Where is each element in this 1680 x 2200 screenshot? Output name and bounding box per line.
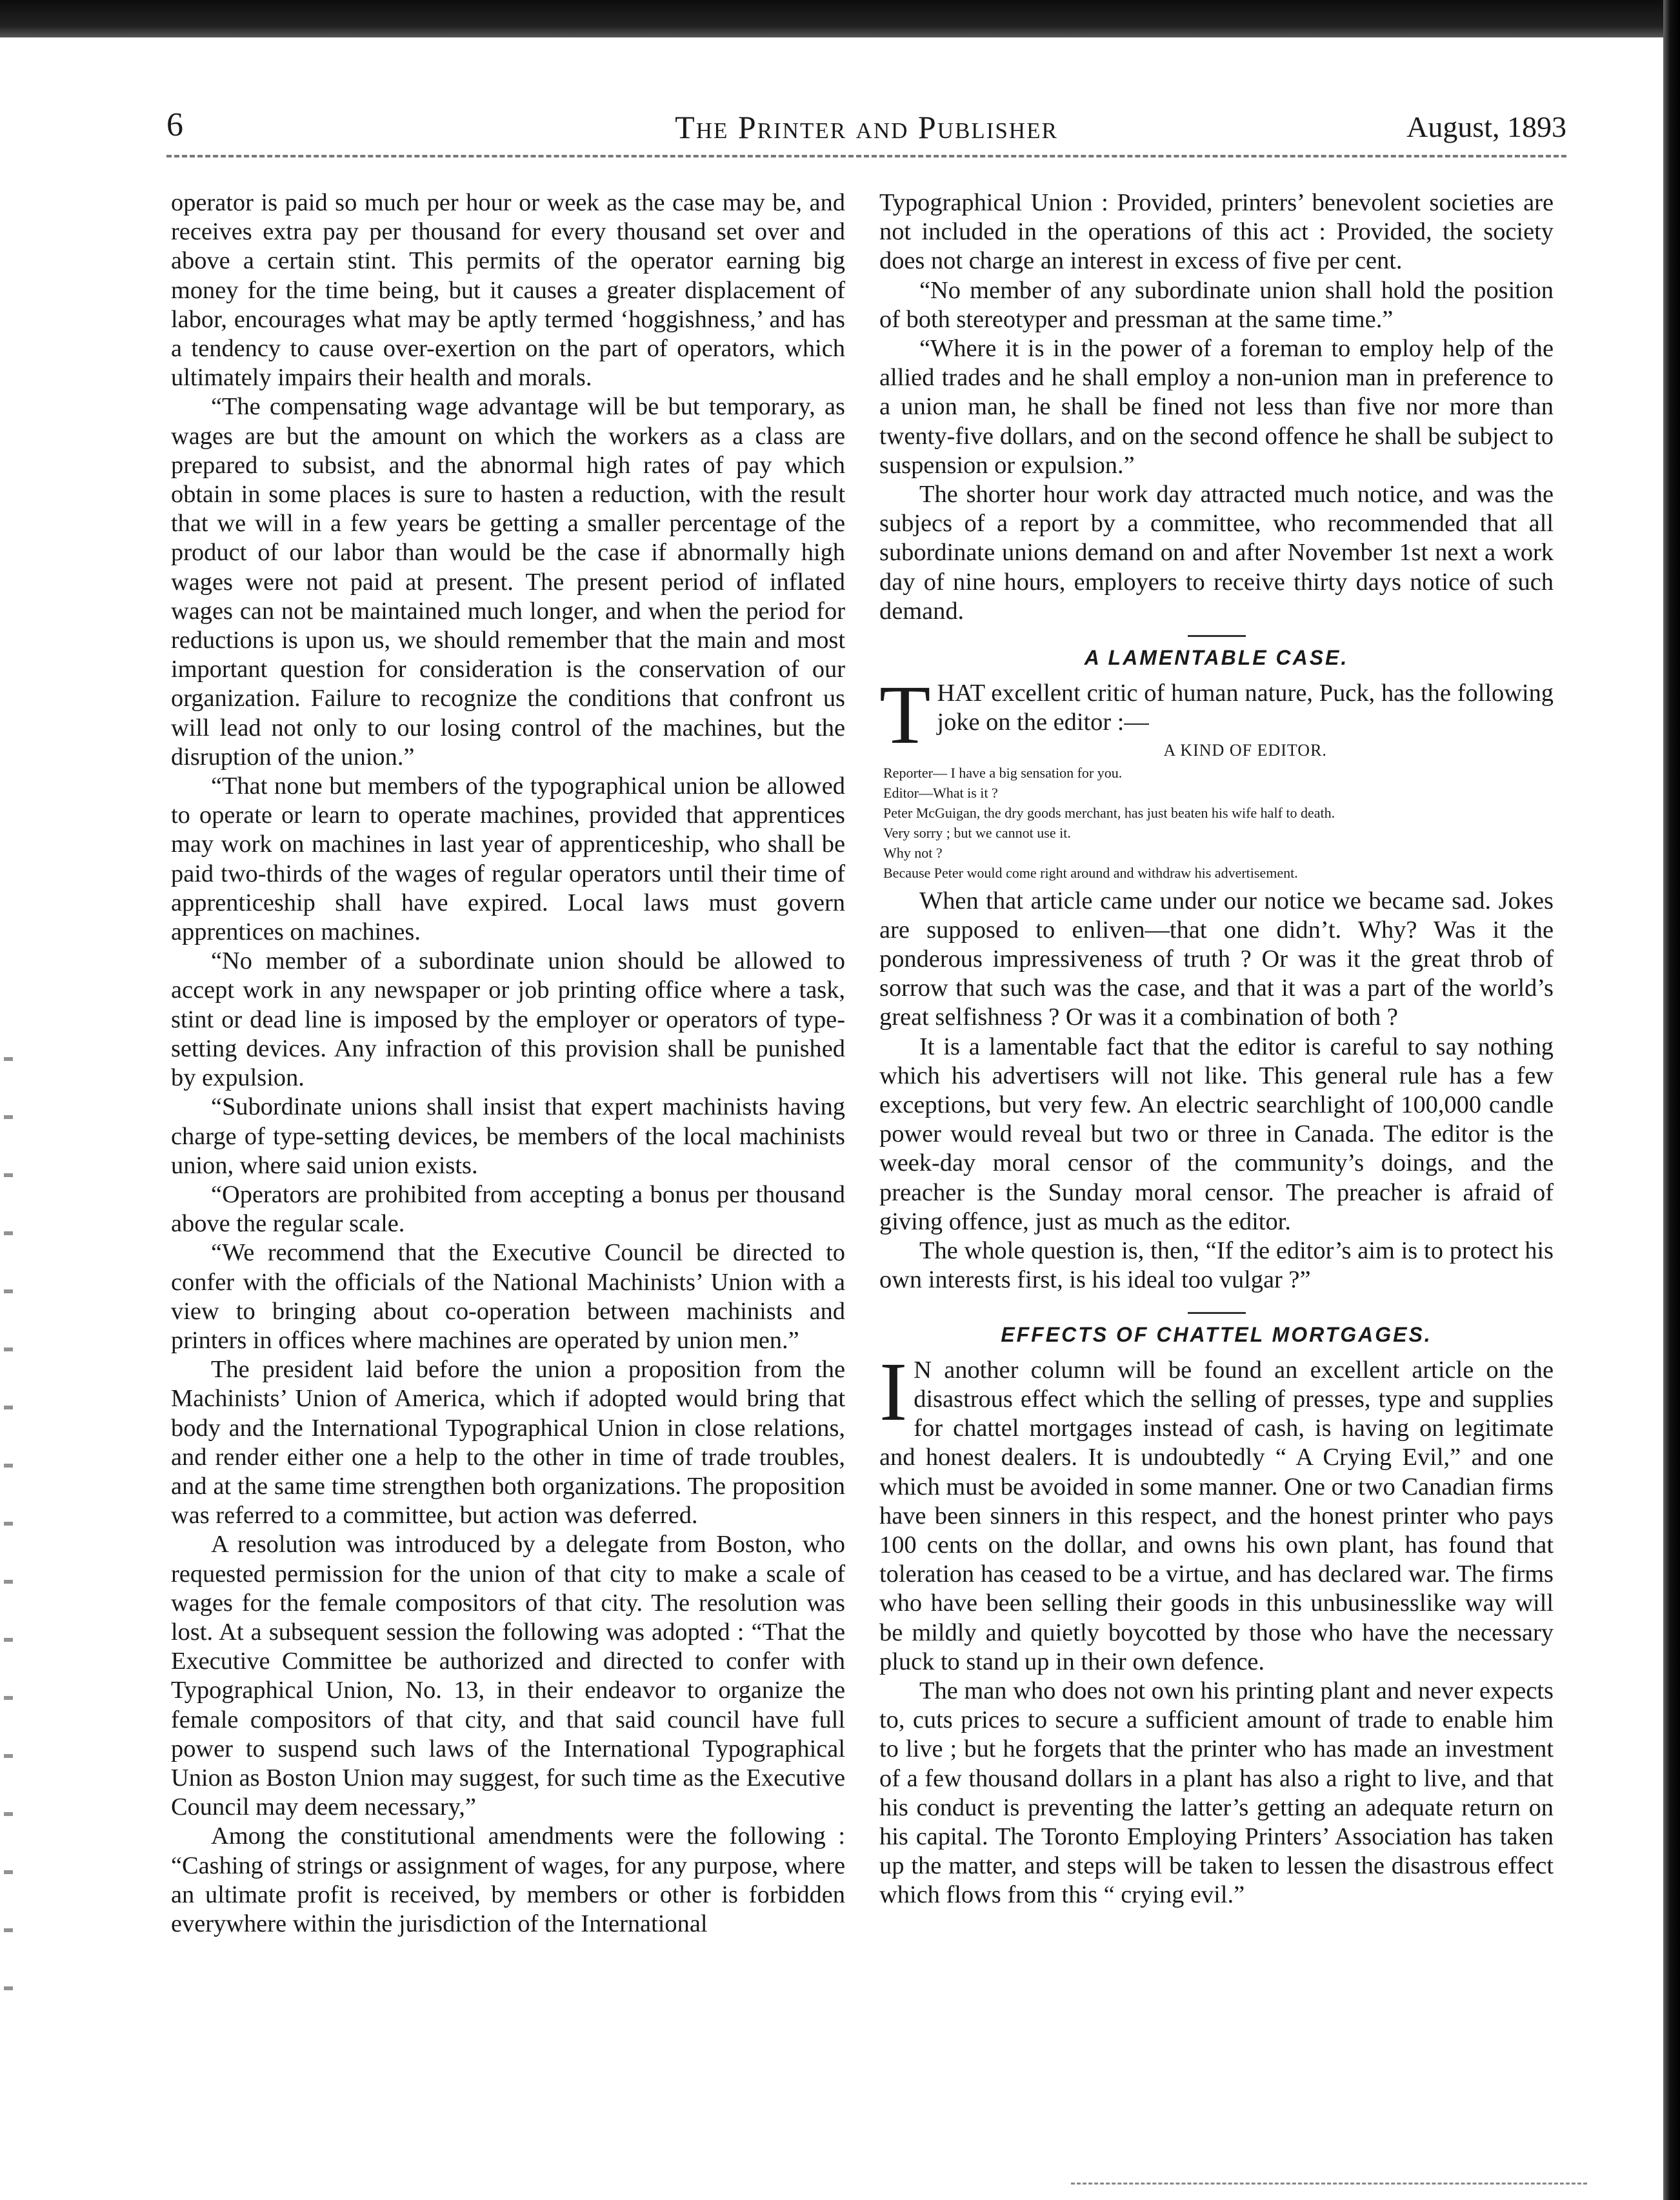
- paragraph: “No member of any subordinate union shall hold the position of both stereotyper and pressman at the same time.”: [879, 276, 1554, 333]
- joke-line: Very sorry ; but we cannot use it.: [883, 824, 1071, 841]
- scan-border-right: [1663, 0, 1680, 2200]
- drop-cap: I: [879, 1345, 908, 1438]
- section-lead: [879, 1345, 1554, 1677]
- paragraph: The man who does not own his printing plant and never expects to, cuts prices to secure a sufficient amount of trade to enable him to live ; but he forgets that the printer who has made an investment of a few thousand dollars in a plant has also a right to live, and that his conduct is preventing the latter’s getting an adequate return on his capital. The Toronto Employing Printers’ Association has taken up the matter, and steps will be taken to lessen the disastrous effect which flows from this “ crying evil.”: [879, 1677, 1554, 1909]
- page-header: [166, 103, 1566, 148]
- paragraph: The president laid before the union a proposition from the Machinists’ Union of America, which if adopted would bring that body and the International Typographical Union in close relations, and render either one a help to the other in time of trade troubles, and at the same time strengthen both organizations. The proposition was referred to a committee, but action was deferred.: [171, 1356, 845, 1529]
- joke-line: Editor—What is it ?: [883, 784, 998, 801]
- section-divider: [1188, 1312, 1246, 1314]
- left-column: [171, 188, 845, 1939]
- paragraph: The shorter hour work day attracted much notice, and was the subjecs of a report by a committee, who recommended that all subordinate unions demand on and after November 1st next a work day of nine hours, employers to receive thirty days notice of such demand.: [879, 481, 1554, 625]
- paragraph: “That none but members of the typographical union be allowed to operate or learn to operate machines, provided that apprentices may work on machines in last year of apprenticeship, who shall be paid two-thirds of the wages of regular operators until their time of apprenticeship shall have expired. Local laws must govern apprentices on machines.: [171, 772, 845, 946]
- paragraph: Among the constitutional amendments were the following : “Cashing of strings or assignment of wages, for any purpose, where an ultimate profit is received, by members or other is forbidden everywhere within the jurisdiction of the International: [171, 1822, 845, 1937]
- lead-text: HAT excellent critic of human nature, Puck, has the following joke on the editor :—: [937, 680, 1554, 736]
- section-heading-lamentable-case: A LAMENTABLE CASE.: [1084, 646, 1349, 670]
- journal-title: The Printer and Publisher: [675, 109, 1058, 145]
- joke-line: Reporter— I have a big sensation for you.: [883, 764, 1123, 781]
- lead-text: N another column will be found an excellent article on the disastrous effect which the selling of presses, type and supplies for chattel mortgages instead of cash, is having on legitimate and honest dealers. It is undoubtedly “ A Crying Evil,” and one which must be avoided in some manner. One or two Canadian firms have been sinners in this respect, and the honest printer who pays 100 cents on the dollar, and owns his own plant, has found that toleration has ceased to be a virtue, and has declared war. The firms who have been selling their goods in this unbusinesslike way will be mildly and quietly boycotted by those who have the necessary pluck to stand up in their own defence.: [879, 1356, 1554, 1675]
- paragraph: When that article came under our notice we became sad. Jokes are supposed to enliven—that one didn’t. Why? Was it the ponderous impressiveness of truth ? Or was it the great throb of sorrow that such was the case, and that it was a part of the world’s great selfishness ? Or was it a combination of both ?: [879, 887, 1554, 1031]
- right-column: [879, 188, 1554, 1910]
- paragraph: “The compensating wage advantage will be but temporary, as wages are but the amount on which the workers as a class are prepared to subsist, and the abnormal high rates of pay which obtain in some places is sure to hasten a reduction, with the result that we will in a few years be getting a smaller percentage of the product of our labor than would be the case if abnormally high wages were not paid at present. The present period of inflated wages can not be maintained much longer, and when the period for reductions is upon us, we should remember that the main and most important question for consideration is the conservation of our organization. Failure to recognize the conditions that confront us will lead not only to our losing control of the machines, but the disruption of the union.”: [171, 393, 845, 771]
- scan-edge-marks: [4, 1033, 13, 2001]
- page-number: 6: [166, 106, 183, 143]
- paragraph: The whole question is, then, “If the editor’s aim is to protect his own interests first, is his ideal too vulgar ?”: [879, 1237, 1554, 1294]
- paragraph: “Operators are prohibited from accepting a bonus per thousand above the regular scale.: [171, 1180, 845, 1238]
- section-divider: [1188, 635, 1246, 637]
- paragraph: “Subordinate unions shall insist that expert machinists having charge of type-setting devices, be members of the local machinists union, where said union exists.: [171, 1093, 845, 1179]
- joke-line: Why not ?: [883, 844, 943, 861]
- paragraph: Typographical Union : Provided, printers’ benevolent societies are not included in the operations of this act : Provided, the society does not charge an interest in excess of five per cent.: [879, 189, 1554, 275]
- header-rule: [166, 155, 1566, 157]
- issue-date: August, 1893: [1406, 110, 1566, 143]
- drop-cap: T: [879, 669, 931, 762]
- section-heading-chattel-mortgages: EFFECTS OF CHATTEL MORTGAGES.: [1001, 1322, 1432, 1346]
- joke-title: A KIND OF EDITOR.: [1163, 740, 1327, 760]
- paragraph: “No member of a subordinate union should be allowed to accept work in any newspaper or job printing office where a task, stint or dead line is imposed by the employer or operators of type-setting devices. Any infraction of this provision shall be punished by expulsion.: [171, 947, 845, 1092]
- paragraph: It is a lamentable fact that the editor is careful to say nothing which his advertisers will not like. This general rule has a few exceptions, but very few. An electric searchlight of 100,000 candle power would reveal but two or three in Canada. The editor is the week-day moral censor of the community’s doings, and the preacher is the Sunday moral censor. The preacher is afraid of giving offence, just as much as the editor.: [879, 1033, 1554, 1235]
- joke-line: Peter McGuigan, the dry goods merchant, has just beaten his wife half to death.: [883, 804, 1335, 821]
- paragraph: operator is paid so much per hour or week as the case may be, and receives extra pay per thousand for every thousand set over and above a certain stint. This permits of the operator earning big money for the time being, but it causes a greater displacement of labor, encourages what may be aptly termed ‘hoggishness,’ and has a tendency to cause over-exertion on the part of operators, which ultimately impairs their health and morals.: [171, 189, 845, 392]
- paragraph: “Where it is in the power of a foreman to employ help of the allied trades and he shall employ a non-union man in preference to a union man, he shall be fined not less than five nor more than twenty-five dollars, and on the second offence he shall be subject to suspension or expulsion.”: [879, 335, 1554, 479]
- joke-line: Because Peter would come right around and withdraw his advertisement.: [883, 864, 1298, 881]
- scan-footer-marks: [1071, 2183, 1587, 2188]
- paragraph: “We recommend that the Executive Council be directed to confer with the officials of the National Machinists’ Union with a view to bringing about co-operation between machinists and printers in offices where machines are operated by union men.”: [171, 1239, 845, 1354]
- paragraph: A resolution was introduced by a delegate from Boston, who requested permission for the union of that city to make a scale of wages for the female compositors of that city. The resolution was lost. At a subsequent session the following was adopted : “That the Executive Committee be authorized and directed to confer with Typographical Union, No. 13, in their endeavor to organize the female compositors of that city, and that said council have full power to suspend such laws of the International Typographical Union as Boston Union may suggest, for such time as the Executive Council may deem necessary,”: [171, 1531, 845, 1821]
- scan-border-top: [0, 0, 1680, 37]
- quoted-joke: [879, 740, 1554, 883]
